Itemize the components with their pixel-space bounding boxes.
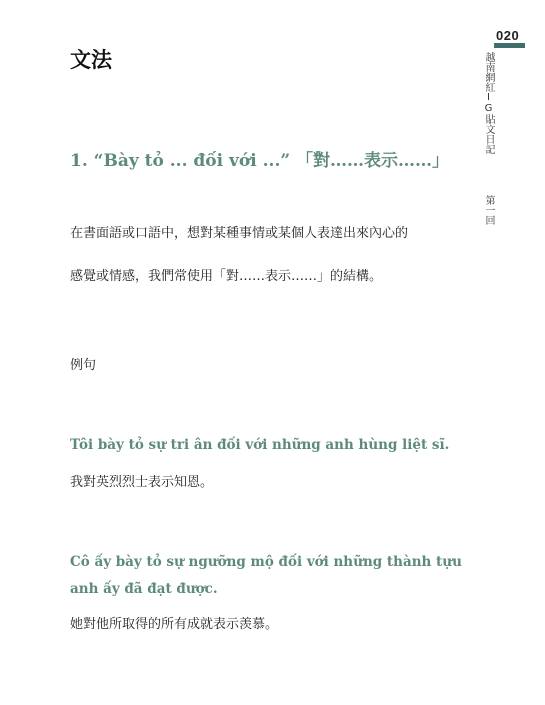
page-number-bar [494,43,525,48]
running-header: 越南網紅IG貼文日記 [483,52,494,154]
example-1-vietnamese: Tôi bày tỏ sự tri ân đối với những anh hùng liệt sĩ. [70,437,450,453]
page-number: 020 [496,28,520,43]
example-2-vietnamese-line-2: anh ấy đã đạt được. [70,581,218,597]
chapter-mark: 第一回 [483,195,494,225]
section-title: 文法 [70,48,112,72]
grammar-point-heading: 1. “Bày tỏ ... đối với ...” 「對……表示……」 [70,151,450,171]
explanation-line-1: 在書面語或口語中，想對某種事情或某個人表達出來內心的 [70,226,409,241]
example-2-chinese: 她對他所取得的所有成就表示羡慕。 [70,617,279,632]
examples-label: 例句 [70,358,97,373]
example-1-chinese: 我對英烈烈士表示知恩。 [70,475,214,490]
explanation-line-2: 感覺或情感，我們常使用「對……表示……」的結構。 [70,269,383,284]
example-2-vietnamese-line-1: Cô ấy bày tỏ sự ngưỡng mộ đối với những thành tựu [70,554,462,570]
